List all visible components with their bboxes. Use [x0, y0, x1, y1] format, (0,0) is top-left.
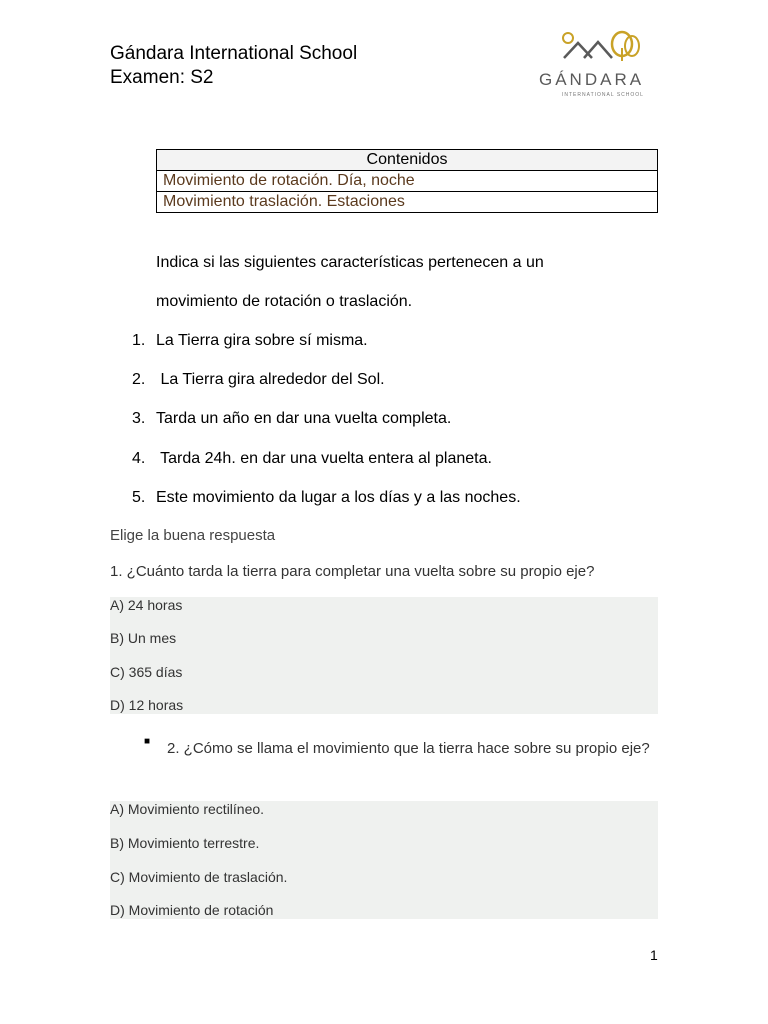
list-item-text: Tarda 24h. en dar una vuelta entera al planeta. — [156, 450, 492, 467]
contents-table — [156, 149, 658, 213]
logo-wordmark: GÁNDARA — [539, 70, 645, 89]
list-item-text: Este movimiento da lugar a los días y a las noches. — [156, 489, 521, 506]
question-1-text: 1. ¿Cuánto tarda la tierra para completar una vuelta sobre su propio eje? — [110, 563, 595, 580]
contents-table-row: Movimiento traslación. Estaciones — [157, 192, 658, 213]
square-bullet-icon: ■ — [144, 736, 151, 747]
list-item — [132, 450, 492, 468]
list-item — [132, 410, 451, 428]
option-d: D) 12 horas — [110, 697, 184, 713]
list-item-text: La Tierra gira sobre sí misma. — [156, 332, 368, 349]
option-c: C) Movimiento de traslación. — [110, 869, 288, 885]
instructions-line-2: movimiento de rotación o traslación. — [156, 293, 413, 310]
option-c: C) 365 días — [110, 664, 183, 680]
option-d: D) Movimiento de rotación — [110, 902, 274, 918]
exam-title: Examen: S2 — [110, 67, 214, 88]
school-name: Gándara International School — [110, 43, 358, 64]
option-b: B) Movimiento terrestre. — [110, 835, 260, 851]
page-number: 1 — [650, 947, 658, 963]
list-item — [132, 489, 521, 507]
list-item-number: 1. — [132, 332, 146, 349]
contents-table-row: Movimiento de rotación. Día, noche — [157, 171, 658, 192]
school-logo — [528, 28, 668, 103]
list-item — [132, 371, 385, 389]
contents-table-header: Contenidos — [157, 150, 658, 171]
list-item-number: 2. — [132, 371, 146, 388]
instructions-line-1: Indica si las siguientes características pertenecen a un — [156, 254, 544, 271]
logo-subtext: INTERNATIONAL SCHOOL — [562, 92, 644, 98]
list-item — [132, 332, 368, 350]
option-b: B) Un mes — [110, 630, 177, 646]
list-item-number: 5. — [132, 489, 146, 506]
list-item-text: Tarda un año en dar una vuelta completa. — [156, 410, 452, 427]
choose-heading: Elige la buena respuesta — [110, 527, 276, 544]
option-a: A) 24 horas — [110, 597, 183, 613]
logo-emblem-icon — [528, 28, 668, 73]
list-item-number: 3. — [132, 410, 146, 427]
question-2-text: 2. ¿Cómo se llama el movimiento que la tierra hace sobre su propio eje? — [167, 740, 650, 757]
list-item-number: 4. — [132, 450, 146, 467]
option-a: A) Movimiento rectilíneo. — [110, 801, 265, 817]
question-2-options — [110, 801, 658, 919]
list-item-text: La Tierra gira alrededor del Sol. — [156, 371, 385, 388]
question-1-options — [110, 597, 658, 714]
